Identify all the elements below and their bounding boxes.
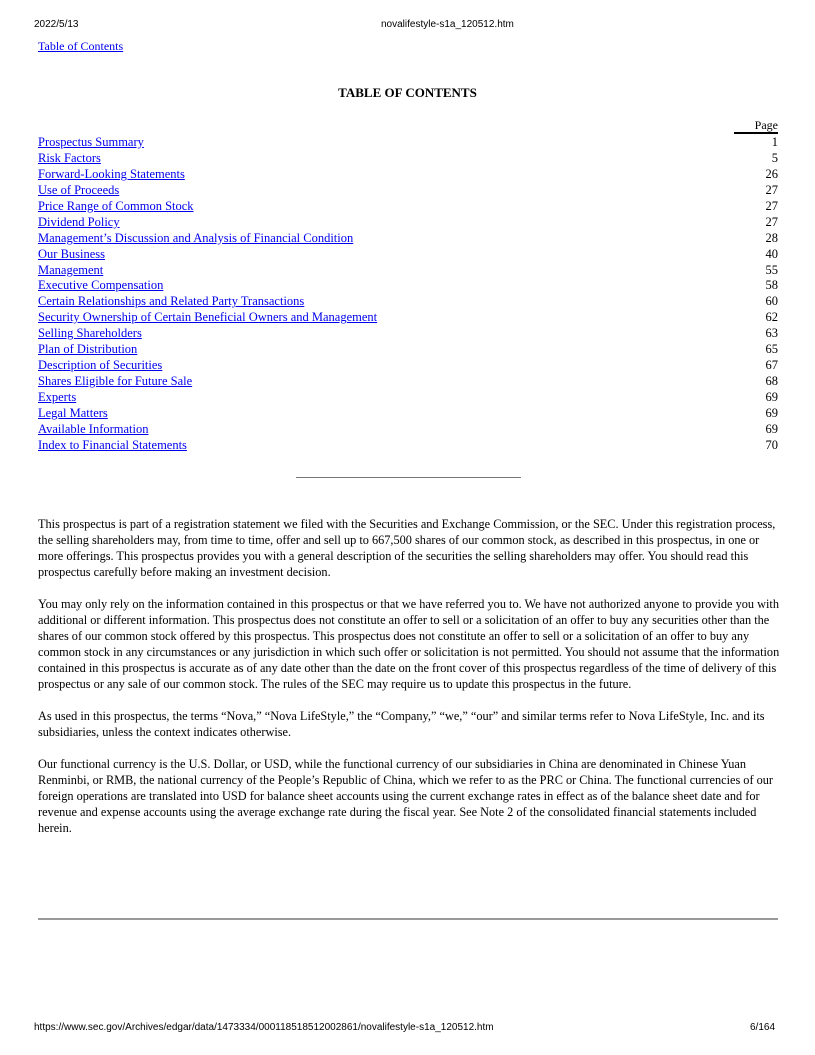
toc-page-number: 27 (765, 182, 778, 197)
paragraph: You may only rely on the information contained in this prospectus or that we have referred you to. We have not authorized anyone to provide you with additional or different information. This prospectus does not constitute an offer to sell or a solicitation of an offer to buy any securities other than the shares of our common stock offered by this prospectus. This prospectus does not constitute an offer to sell or a solicitation of an offer to buy any common stock in any circumstances or any jurisdiction in which such offer or solicitation is not permitted. You should not assume that the information contained in this prospectus is accurate as of any date other than the date on the front cover of this prospectus regardless of the time of delivery of this prospectus or any sale of our common stock. The rules of the SEC may require us to update this prospectus in the future. (38, 597, 780, 691)
toc-page-number: 28 (765, 230, 778, 245)
paragraph: This prospectus is part of a registration statement we filed with the Securities and Exchange Commission, or the SEC. Under this registration process, the selling shareholders may, from time to time, offer and sell up to 667,500 shares of our common stock, as described in this prospectus, in one or more offerings. This prospectus provides you with a general description of the securities the selling shareholders may offer. You should read this prospectus carefully before making an investment decision. (38, 517, 776, 579)
toc-page-number: 26 (765, 166, 778, 181)
toc-entry (38, 135, 778, 151)
toc-link[interactable]: Plan of Distribution (38, 342, 138, 357)
toc-link[interactable]: Risk Factors (38, 150, 101, 165)
toc-entry (38, 151, 778, 167)
toc-page-number: 1 (771, 135, 778, 149)
toc-entry (38, 390, 778, 406)
toc-entry (38, 263, 778, 279)
toc-link[interactable]: Shares Eligible for Future Sale (38, 374, 193, 389)
toc-page-number: 63 (765, 326, 778, 341)
page-url: https://www.sec.gov/Archives/edgar/data/1473334/000118518512002861/novalifestyle-s1a_120512.htm (34, 1022, 494, 1033)
paragraph: As used in this prospectus, the terms “Nova,” “Nova LifeStyle,” the “Company,” “we,” “our” and similar terms refer to Nova LifeStyle, Inc. and its subsidiaries, unless the context indicates otherwise. (38, 709, 765, 739)
toc-entry (38, 358, 778, 374)
toc-page-number: 60 (765, 294, 778, 309)
page-counter: 6/164 (750, 1022, 776, 1033)
toc-page-number: 68 (765, 374, 778, 389)
toc-page-number: 67 (765, 358, 778, 373)
toc-heading: TABLE OF CONTENTS (338, 85, 477, 100)
document-title: novalifestyle-s1a_120512.htm (381, 19, 514, 30)
toc-page-number: 65 (765, 342, 778, 357)
toc-link[interactable]: Management (38, 262, 104, 277)
toc-link[interactable]: Description of Securities (38, 358, 163, 373)
toc-entry (38, 167, 778, 183)
toc-entry (38, 215, 778, 231)
toc-entry (38, 199, 778, 215)
toc-link[interactable]: Experts (38, 390, 77, 404)
toc-link[interactable]: Selling Shareholders (38, 326, 142, 341)
toc-link[interactable]: Dividend Policy (38, 214, 120, 229)
toc-entry (38, 278, 778, 294)
toc-page-number: 27 (765, 198, 778, 213)
toc-link[interactable]: Price Range of Common Stock (38, 198, 194, 213)
toc-link[interactable]: Our Business (38, 246, 106, 261)
toc-link[interactable]: Management’s Discussion and Analysis of Financial Condition (38, 230, 354, 245)
toc-link[interactable]: Security Ownership of Certain Beneficial Owners and Management (38, 310, 378, 325)
toc-entry (38, 422, 778, 438)
toc-entry (38, 247, 778, 263)
toc-entry (38, 342, 778, 358)
prospectus-body (38, 516, 783, 852)
toc-page-number: 69 (765, 405, 778, 420)
toc-link[interactable]: Certain Relationships and Related Party Transactions (38, 294, 305, 309)
toc-page-number: 55 (765, 262, 778, 277)
toc-entry (38, 406, 778, 422)
toc-page-number: 27 (765, 214, 778, 229)
toc-entry (38, 231, 778, 247)
toc-entry (38, 374, 778, 390)
toc-entry (38, 294, 778, 310)
toc-link[interactable]: Executive Compensation (38, 278, 164, 293)
toc-link[interactable]: Index to Financial Statements (38, 437, 187, 452)
page-break-rule (38, 918, 778, 920)
toc-link[interactable]: Available Information (38, 421, 149, 436)
toc-link[interactable]: Use of Proceeds (38, 182, 120, 197)
print-date: 2022/5/13 (34, 19, 79, 30)
toc-entry (38, 438, 778, 454)
page-column-header: Page (734, 118, 778, 134)
toc-entry (38, 326, 778, 342)
toc-link[interactable]: Prospectus Summary (38, 135, 144, 149)
section-divider (296, 477, 521, 478)
paragraph: Our functional currency is the U.S. Dollar, or USD, while the functional currency of our subsidiaries in China are denominated in Chinese Yuan Renminbi, or RMB, the national currency of the People’s Republic of China, which we refer to as the PRC or China. The functional currencies of our foreign operations are translated into USD for balance sheet accounts using the current exchange rates in effect as of the balance sheet date and for revenue and expense accounts using the average exchange rate during the fiscal year. See Note 2 of the consolidated financial statements included herein. (38, 757, 774, 835)
toc-list (38, 135, 778, 454)
toc-link[interactable]: Forward-Looking Statements (38, 166, 185, 181)
toc-entry (38, 183, 778, 199)
toc-link[interactable]: Legal Matters (38, 405, 108, 420)
toc-page-number: 62 (765, 310, 778, 325)
toc-entry (38, 310, 778, 326)
toc-page-number: 58 (765, 278, 778, 293)
toc-page-number: 40 (765, 246, 778, 261)
toc-page-number: 70 (765, 437, 778, 452)
toc-page-number: 69 (765, 390, 778, 404)
toc-page-number: 69 (765, 421, 778, 436)
toc-page-number: 5 (771, 150, 778, 165)
table-of-contents-link[interactable]: Table of Contents (38, 39, 124, 53)
